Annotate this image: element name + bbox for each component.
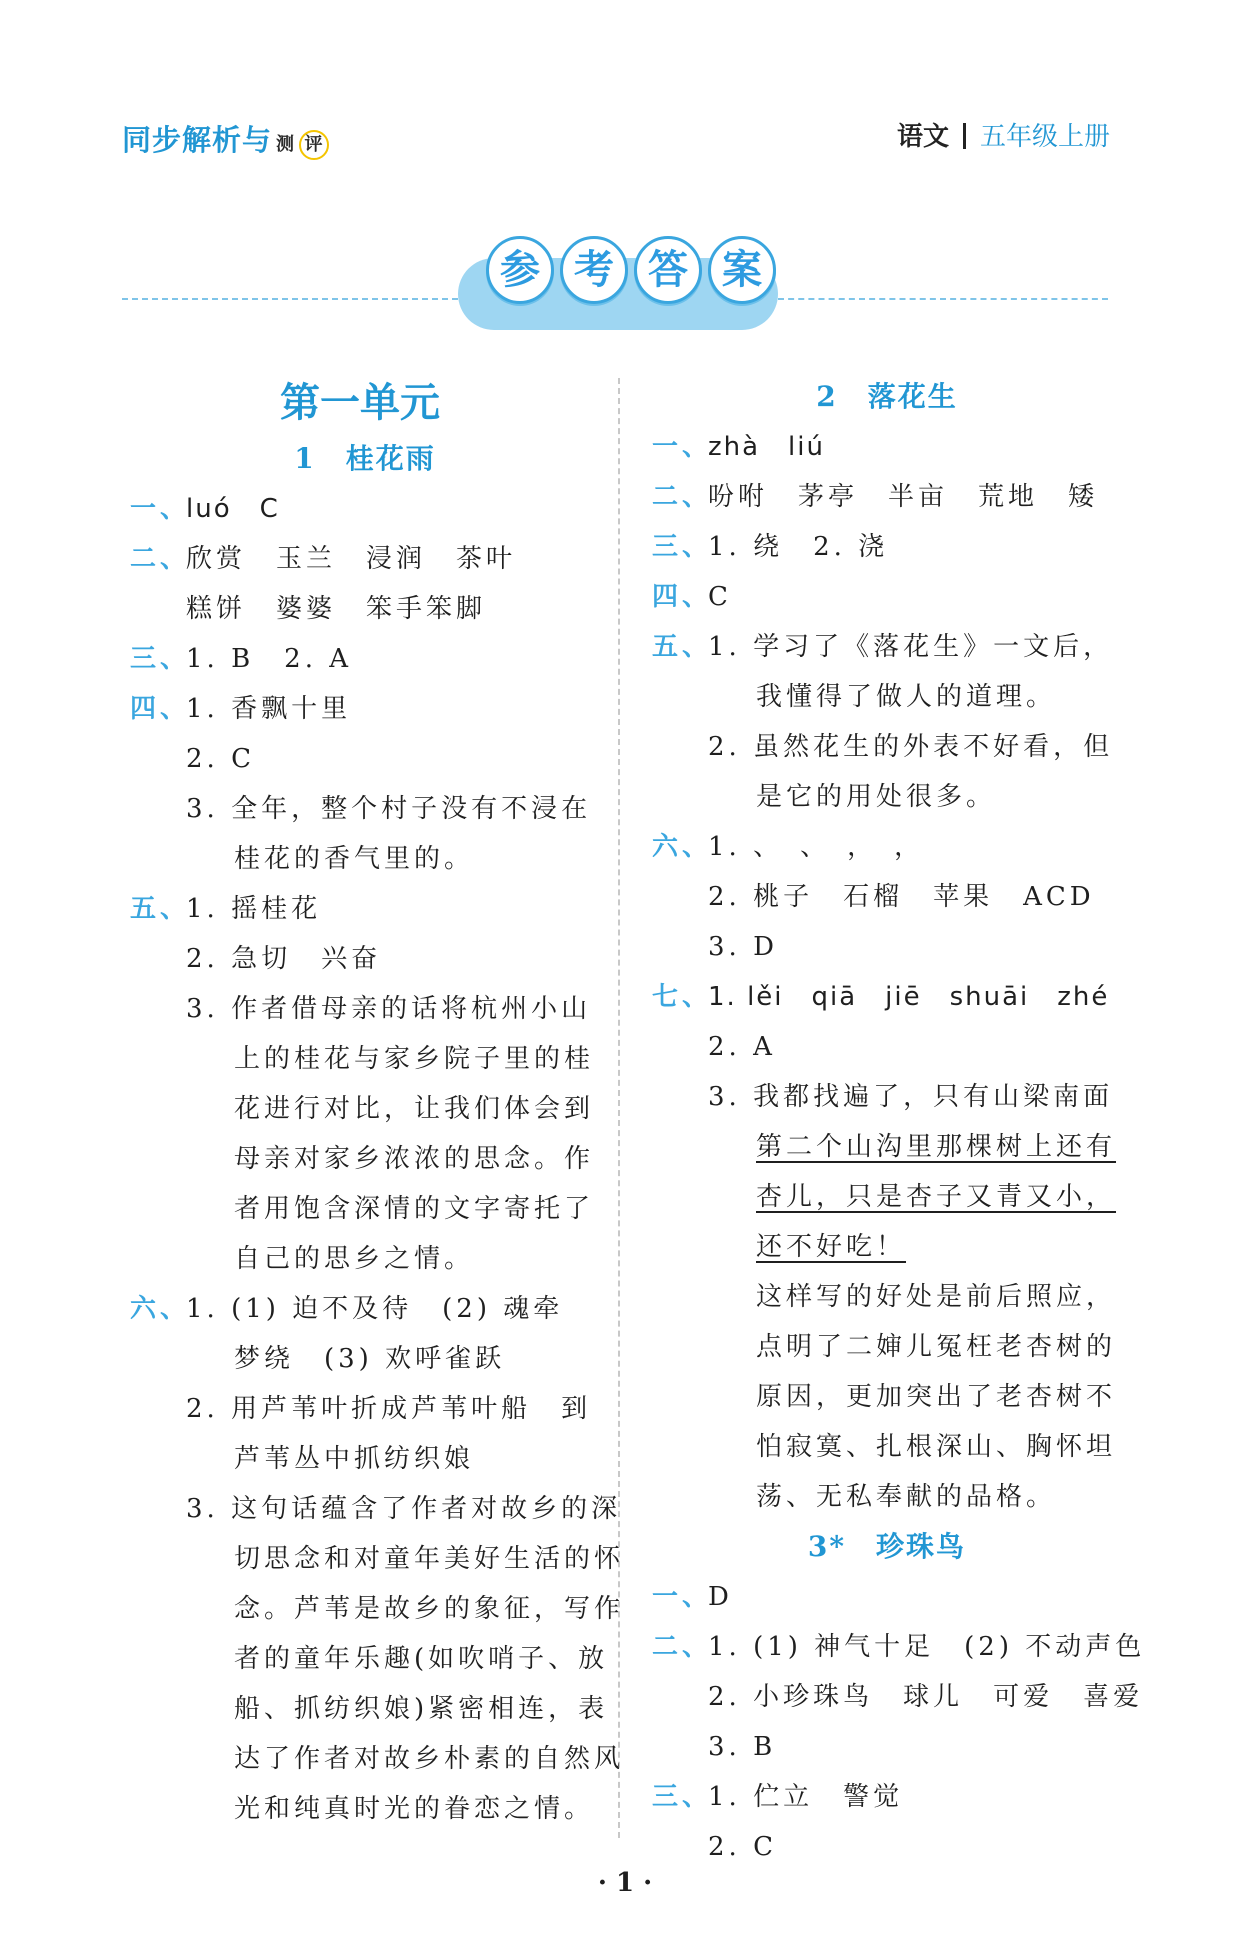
banner-char: 答 xyxy=(634,236,702,304)
brand-logo xyxy=(122,118,329,160)
answer-line xyxy=(652,1072,1122,1122)
question-marker: 二、 xyxy=(652,482,713,512)
answer-text: 糕饼 婆婆 笨手笨脚 xyxy=(186,594,487,624)
answer-line xyxy=(130,1784,600,1834)
answer-text: 光和纯真时光的眷恋之情。 xyxy=(234,1794,595,1824)
answer-line xyxy=(130,1334,600,1384)
brand-name: 同步解析与 xyxy=(122,123,273,157)
answer-text: D xyxy=(708,1582,733,1612)
question-marker: 六、 xyxy=(652,832,713,862)
answer-line xyxy=(652,722,1122,772)
answer-text: 点明了二婶儿冤枉老杏树的 xyxy=(756,1332,1117,1362)
answer-text: 我懂得了做人的道理。 xyxy=(756,682,1057,712)
answer-line xyxy=(130,584,600,634)
answer-text: 上的桂花与家乡院子里的桂 xyxy=(234,1044,595,1074)
answer-text: 桂花的香气里的。 xyxy=(234,844,475,874)
answer-line xyxy=(652,872,1122,922)
answer-text: 切思念和对童年美好生活的怀 xyxy=(234,1544,625,1574)
answer-line xyxy=(130,484,600,534)
answer-line xyxy=(130,1584,625,1634)
lesson-3-answers xyxy=(652,1572,1146,1872)
answer-line xyxy=(130,634,600,684)
answer-text: 念。芦苇是故乡的象征，写作 xyxy=(234,1594,625,1624)
subject-name: 语文 xyxy=(896,122,949,152)
banner-char: 案 xyxy=(708,236,776,304)
answer-text: 芦苇丛中抓纺织娘 xyxy=(234,1444,475,1474)
grade-name: 五年级上册 xyxy=(979,122,1110,152)
answer-text: 是它的用处很多。 xyxy=(756,782,997,812)
answer-line xyxy=(130,934,600,984)
answer-line xyxy=(652,472,1122,522)
answer-line xyxy=(652,1422,1122,1472)
banner-char: 考 xyxy=(560,236,628,304)
answer-text: 怕寂寞、扎根深山、胸怀坦 xyxy=(756,1432,1117,1462)
title-dash-left xyxy=(122,298,458,300)
answer-line xyxy=(130,984,600,1034)
lesson-2-answers xyxy=(652,422,1122,1522)
answer-title-banner xyxy=(458,236,778,332)
question-marker: 二、 xyxy=(652,1632,713,1662)
brand-mark-ping: 评 xyxy=(299,130,329,160)
answer-line xyxy=(652,1372,1122,1422)
title-dash-right xyxy=(778,298,1108,300)
answer-line xyxy=(652,1772,1122,1822)
page-number: · 1 · xyxy=(597,1868,653,1898)
answer-text: 船、抓纺织娘)紧密相连，表 xyxy=(234,1694,609,1724)
brand-mark-ce: 测 xyxy=(276,134,296,155)
unit-title: 第一单元 xyxy=(280,379,440,426)
lesson-title: 2 落花生 xyxy=(816,380,958,413)
question-marker: 六、 xyxy=(130,1294,191,1324)
answer-text: 梦绕 (3) 欢呼雀跃 xyxy=(234,1344,506,1374)
question-marker: 三、 xyxy=(130,644,191,674)
answer-line xyxy=(652,422,1122,472)
answer-text: 1. (1) 迫不及待 (2) 魂牵 xyxy=(186,1294,564,1324)
answer-text: 1. 伫立 警觉 xyxy=(708,1782,904,1812)
answer-line xyxy=(130,1534,625,1584)
answer-text: 1. 、 、 ， ， xyxy=(708,832,925,862)
banner-char: 参 xyxy=(486,236,554,304)
answer-text: 2. C xyxy=(708,1832,777,1862)
answer-line xyxy=(652,1672,1144,1722)
answer-line xyxy=(652,922,1122,972)
answer-text: 还不好吃！ xyxy=(756,1232,907,1262)
lesson-title: 1 桂花雨 xyxy=(294,442,436,475)
question-marker: 五、 xyxy=(130,894,191,924)
answer-text: 2. 虽然花生的外表不好看，但 xyxy=(708,732,1114,762)
answer-line xyxy=(130,784,600,834)
lesson-1-answers xyxy=(130,484,625,1834)
answer-text: 原因，更加突出了老杏树不 xyxy=(756,1382,1117,1412)
answer-line xyxy=(652,622,1122,672)
answer-text: 花进行对比，让我们体会到 xyxy=(234,1094,595,1124)
answer-line xyxy=(130,1084,600,1134)
answer-text: 3. D xyxy=(708,932,778,962)
answer-line xyxy=(652,1222,1122,1272)
answer-line xyxy=(652,972,1122,1022)
answer-text: 达了作者对故乡朴素的自然风 xyxy=(234,1744,625,1774)
answer-text: luó C xyxy=(186,494,280,524)
answer-line xyxy=(652,772,1122,822)
left-column xyxy=(130,372,625,1834)
question-marker: 七、 xyxy=(652,982,713,1012)
subject-divider xyxy=(963,123,966,149)
answer-line xyxy=(652,1122,1122,1172)
answer-line xyxy=(652,1322,1122,1372)
answer-text: 1. 香飘十里 xyxy=(186,694,352,724)
answer-line xyxy=(652,822,1122,872)
answer-text: 3. 我都找遍了，只有山梁南面 xyxy=(708,1082,1114,1112)
answer-line xyxy=(652,1822,1122,1872)
answer-text: 3. 全年，整个村子没有不浸在 xyxy=(186,794,592,824)
answer-text: 2. C xyxy=(186,744,255,774)
answer-text: C xyxy=(708,582,732,612)
question-marker: 一、 xyxy=(652,1582,713,1612)
question-marker: 四、 xyxy=(652,582,713,612)
answer-line xyxy=(652,572,1122,622)
answer-text: 荡、无私奉献的品格。 xyxy=(756,1482,1057,1512)
answer-line xyxy=(130,684,600,734)
answer-text: 1. (1) 神气十足 (2) 不动声色 xyxy=(708,1632,1146,1662)
question-marker: 二、 xyxy=(130,544,191,574)
answer-text: 1. lěi qiā jiē shuāi zhé xyxy=(708,982,1110,1012)
answer-text: 3. B xyxy=(708,1732,777,1762)
question-marker: 一、 xyxy=(130,494,191,524)
answer-text: 1. 摇桂花 xyxy=(186,894,322,924)
answer-text: 欣赏 玉兰 浸润 茶叶 xyxy=(186,544,517,574)
answer-line xyxy=(130,1434,600,1484)
answer-line xyxy=(652,672,1122,722)
answer-line xyxy=(130,1284,600,1334)
answer-text: 这样写的好处是前后照应， xyxy=(756,1282,1117,1312)
answer-line xyxy=(130,1184,600,1234)
answer-line xyxy=(130,1734,625,1784)
question-marker: 三、 xyxy=(652,1782,713,1812)
question-marker: 三、 xyxy=(652,532,713,562)
answer-line xyxy=(130,1484,622,1534)
answer-line xyxy=(130,534,600,584)
answer-text: 杏儿，只是杏子又青又小， xyxy=(756,1182,1117,1212)
subject-label xyxy=(897,116,1110,153)
answer-line xyxy=(652,522,1122,572)
answer-text: 2. 用芦苇叶折成芦苇叶船 到 xyxy=(186,1394,592,1424)
question-marker: 四、 xyxy=(130,694,191,724)
answer-line xyxy=(130,1634,609,1684)
answer-text: 2. 急切 兴奋 xyxy=(186,944,382,974)
answer-line xyxy=(652,1622,1146,1672)
lesson-title: 3* 珍珠鸟 xyxy=(807,1530,967,1563)
answer-text: zhà liú xyxy=(708,432,825,462)
question-marker: 五、 xyxy=(652,632,713,662)
answer-line xyxy=(130,1384,600,1434)
answer-line xyxy=(652,1022,1122,1072)
answer-text: 母亲对家乡浓浓的思念。作 xyxy=(234,1144,595,1174)
answer-line xyxy=(130,1034,600,1084)
answer-line xyxy=(130,1234,600,1284)
answer-text: 1. 学习了《落花生》一文后， xyxy=(708,632,1114,662)
answer-line xyxy=(130,1684,609,1734)
answer-text: 2. 小珍珠鸟 球儿 可爱 喜爱 xyxy=(708,1682,1144,1712)
answer-text: 自己的思乡之情。 xyxy=(234,1244,475,1274)
answer-line xyxy=(130,1134,600,1184)
answer-line xyxy=(652,1572,1122,1622)
answer-line xyxy=(652,1472,1122,1522)
answer-text: 第二个山沟里那棵树上还有 xyxy=(756,1132,1117,1162)
answer-text: 3. 作者借母亲的话将杭州小山 xyxy=(186,994,592,1024)
answer-text: 2. A xyxy=(708,1032,776,1062)
right-column xyxy=(652,372,1146,1872)
answer-line xyxy=(130,834,600,884)
answer-text: 3. 这句话蕴含了作者对故乡的深 xyxy=(186,1494,622,1524)
answer-line xyxy=(652,1272,1122,1322)
answer-text: 1. B 2. A xyxy=(186,644,353,674)
answer-line xyxy=(652,1172,1122,1222)
question-marker: 一、 xyxy=(652,432,713,462)
answer-text: 吩咐 茅亭 半亩 荒地 矮 xyxy=(708,482,1099,512)
answer-text: 1. 绕 2. 浇 xyxy=(708,532,889,562)
answer-text: 者用饱含深情的文字寄托了 xyxy=(234,1194,595,1224)
answer-text: 者的童年乐趣(如吹哨子、放 xyxy=(234,1644,609,1674)
answer-line xyxy=(130,734,600,784)
answer-line xyxy=(652,1722,1122,1772)
answer-text: 2. 桃子 石榴 苹果 ACD xyxy=(708,882,1095,912)
answer-line xyxy=(130,884,600,934)
